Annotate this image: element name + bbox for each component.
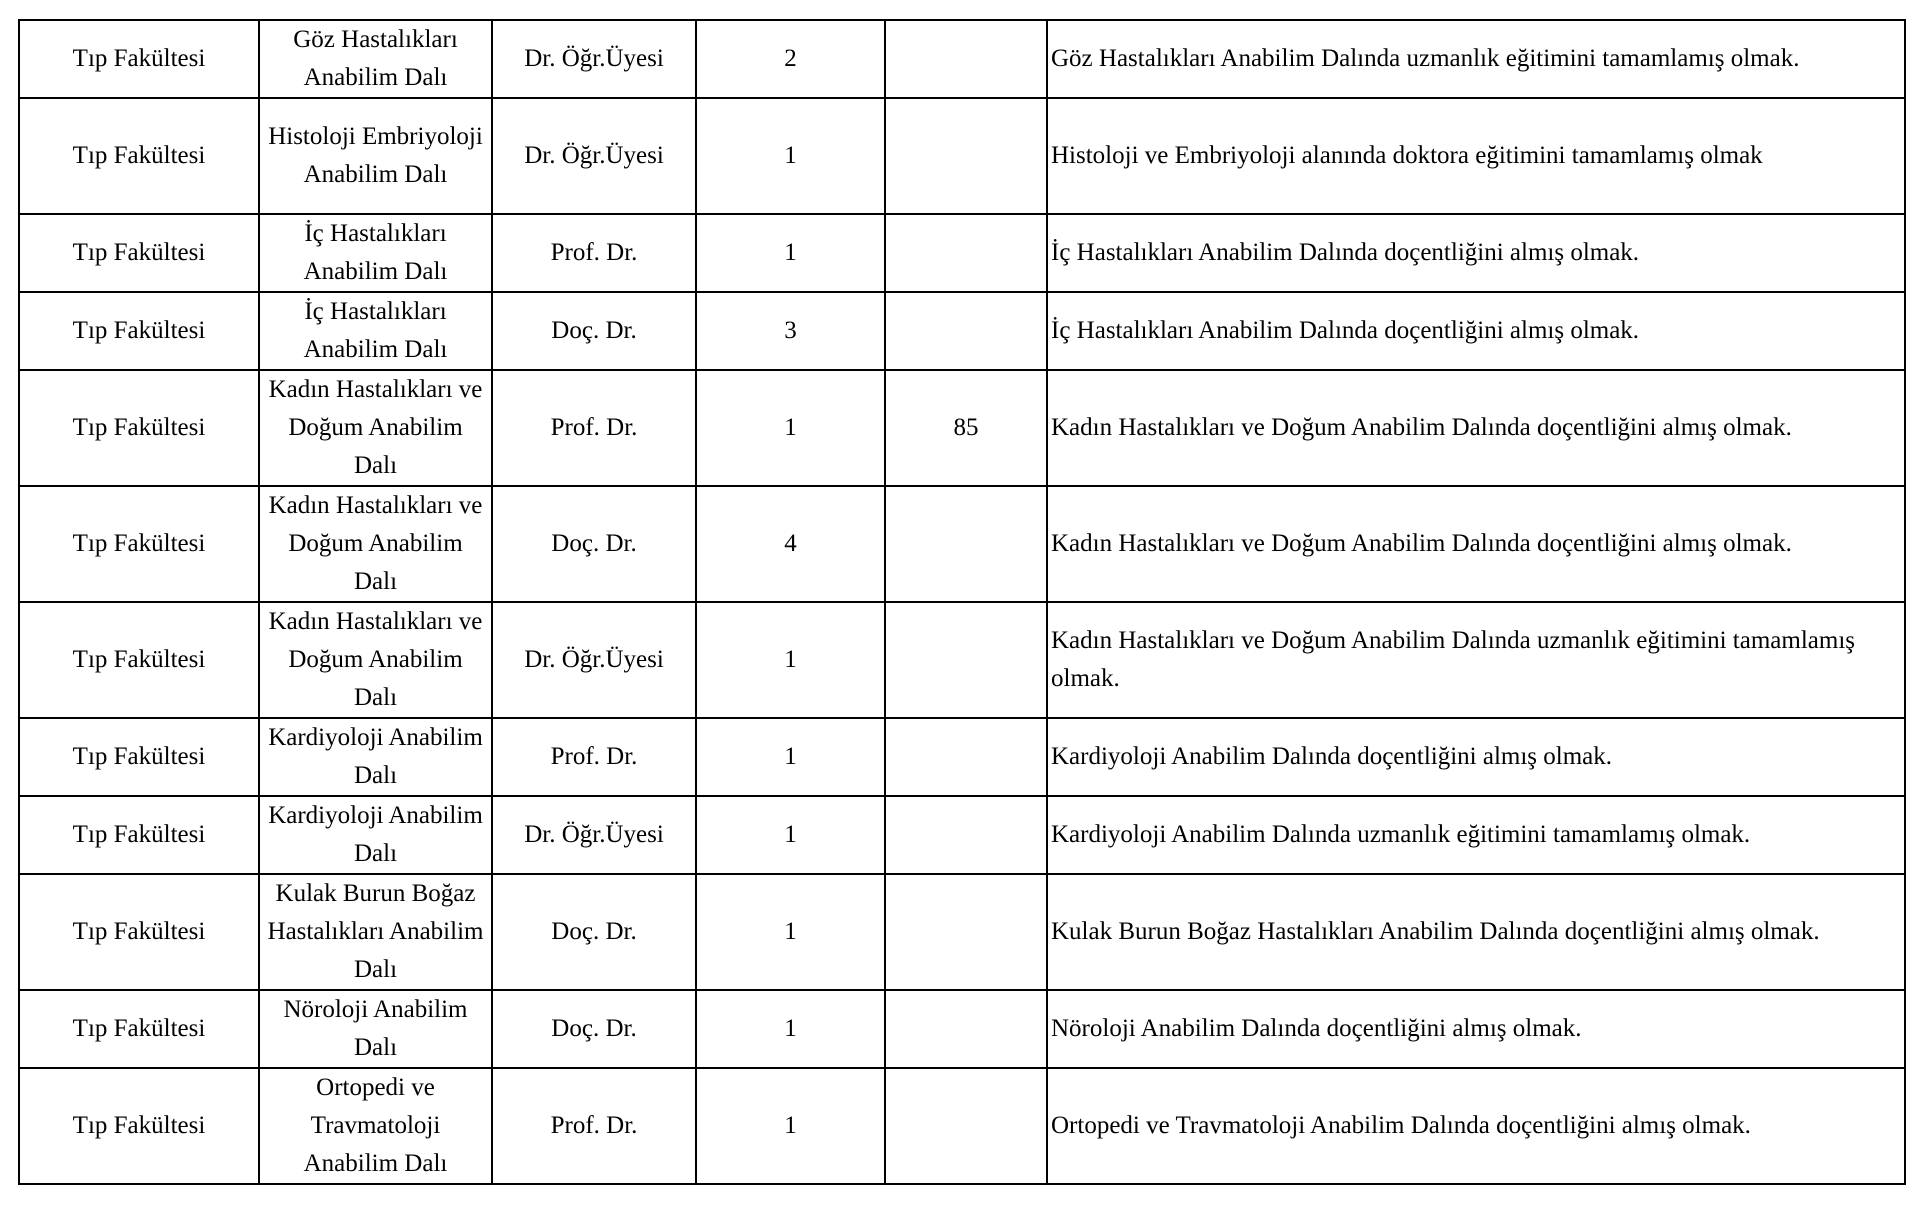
table-row (19, 486, 1905, 602)
extra-cell (885, 20, 1047, 98)
faculty-cell: Tıp Fakültesi (19, 214, 259, 292)
extra-cell (885, 874, 1047, 990)
department-cell: Ortopedi ve Travmatoloji Anabilim Dalı (259, 1068, 492, 1184)
requirement-cell: Nöroloji Anabilim Dalında doçentliğini almış olmak. (1047, 990, 1905, 1068)
extra-cell (885, 1068, 1047, 1184)
extra-cell (885, 214, 1047, 292)
count-cell: 1 (696, 990, 885, 1068)
title-cell: Doç. Dr. (492, 292, 696, 370)
department-cell: Kardiyoloji Anabilim Dalı (259, 796, 492, 874)
table-row (19, 718, 1905, 796)
title-cell: Dr. Öğr.Üyesi (492, 20, 696, 98)
table-row (19, 1068, 1905, 1184)
faculty-cell: Tıp Fakültesi (19, 486, 259, 602)
positions-table (18, 19, 1906, 1185)
table-row (19, 796, 1905, 874)
requirement-cell: Histoloji ve Embriyoloji alanında doktora eğitimini tamamlamış olmak (1047, 98, 1905, 214)
extra-cell (885, 796, 1047, 874)
extra-cell: 85 (885, 370, 1047, 486)
table-row (19, 370, 1905, 486)
title-cell: Prof. Dr. (492, 718, 696, 796)
table-row (19, 20, 1905, 98)
requirement-cell: Ortopedi ve Travmatoloji Anabilim Dalında doçentliğini almış olmak. (1047, 1068, 1905, 1184)
title-cell: Prof. Dr. (492, 370, 696, 486)
department-cell: Kadın Hastalıkları ve Doğum Anabilim Dalı (259, 602, 492, 718)
extra-cell (885, 718, 1047, 796)
requirement-cell: İç Hastalıkları Anabilim Dalında doçentliğini almış olmak. (1047, 214, 1905, 292)
faculty-cell: Tıp Fakültesi (19, 874, 259, 990)
extra-cell (885, 98, 1047, 214)
requirement-cell: Kardiyoloji Anabilim Dalında doçentliğini almış olmak. (1047, 718, 1905, 796)
department-cell: İç Hastalıkları Anabilim Dalı (259, 214, 492, 292)
requirement-cell: Kardiyoloji Anabilim Dalında uzmanlık eğitimini tamamlamış olmak. (1047, 796, 1905, 874)
title-cell: Dr. Öğr.Üyesi (492, 98, 696, 214)
department-cell: İç Hastalıkları Anabilim Dalı (259, 292, 492, 370)
requirement-cell: İç Hastalıkları Anabilim Dalında doçentliğini almış olmak. (1047, 292, 1905, 370)
count-cell: 1 (696, 796, 885, 874)
department-cell: Kadın Hastalıkları ve Doğum Anabilim Dalı (259, 486, 492, 602)
table-row (19, 214, 1905, 292)
extra-cell (885, 486, 1047, 602)
department-cell: Kadın Hastalıkları ve Doğum Anabilim Dalı (259, 370, 492, 486)
title-cell: Dr. Öğr.Üyesi (492, 602, 696, 718)
count-cell: 4 (696, 486, 885, 602)
table-row (19, 602, 1905, 718)
faculty-cell: Tıp Fakültesi (19, 98, 259, 214)
title-cell: Doç. Dr. (492, 486, 696, 602)
count-cell: 1 (696, 214, 885, 292)
faculty-cell: Tıp Fakültesi (19, 718, 259, 796)
faculty-cell: Tıp Fakültesi (19, 20, 259, 98)
faculty-cell: Tıp Fakültesi (19, 370, 259, 486)
title-cell: Prof. Dr. (492, 214, 696, 292)
table-row (19, 990, 1905, 1068)
title-cell: Prof. Dr. (492, 1068, 696, 1184)
department-cell: Göz Hastalıkları Anabilim Dalı (259, 20, 492, 98)
extra-cell (885, 990, 1047, 1068)
table-row (19, 292, 1905, 370)
department-cell: Kulak Burun Boğaz Hastalıkları Anabilim Dalı (259, 874, 492, 990)
title-cell: Dr. Öğr.Üyesi (492, 796, 696, 874)
count-cell: 1 (696, 718, 885, 796)
extra-cell (885, 602, 1047, 718)
faculty-cell: Tıp Fakültesi (19, 602, 259, 718)
count-cell: 1 (696, 602, 885, 718)
count-cell: 1 (696, 98, 885, 214)
count-cell: 1 (696, 370, 885, 486)
requirement-cell: Kulak Burun Boğaz Hastalıkları Anabilim Dalında doçentliğini almış olmak. (1047, 874, 1905, 990)
department-cell: Histoloji Embriyoloji Anabilim Dalı (259, 98, 492, 214)
count-cell: 2 (696, 20, 885, 98)
count-cell: 1 (696, 1068, 885, 1184)
department-cell: Nöroloji Anabilim Dalı (259, 990, 492, 1068)
extra-cell (885, 292, 1047, 370)
requirement-cell: Kadın Hastalıkları ve Doğum Anabilim Dalında uzmanlık eğitimini tamamlamış olmak. (1047, 602, 1905, 718)
table-row (19, 874, 1905, 990)
title-cell: Doç. Dr. (492, 874, 696, 990)
faculty-cell: Tıp Fakültesi (19, 796, 259, 874)
requirement-cell: Kadın Hastalıkları ve Doğum Anabilim Dalında doçentliğini almış olmak. (1047, 486, 1905, 602)
title-cell: Doç. Dr. (492, 990, 696, 1068)
requirement-cell: Göz Hastalıkları Anabilim Dalında uzmanlık eğitimini tamamlamış olmak. (1047, 20, 1905, 98)
faculty-cell: Tıp Fakültesi (19, 990, 259, 1068)
department-cell: Kardiyoloji Anabilim Dalı (259, 718, 492, 796)
faculty-cell: Tıp Fakültesi (19, 1068, 259, 1184)
requirement-cell: Kadın Hastalıkları ve Doğum Anabilim Dalında doçentliğini almış olmak. (1047, 370, 1905, 486)
count-cell: 3 (696, 292, 885, 370)
faculty-cell: Tıp Fakültesi (19, 292, 259, 370)
table-row (19, 98, 1905, 214)
count-cell: 1 (696, 874, 885, 990)
